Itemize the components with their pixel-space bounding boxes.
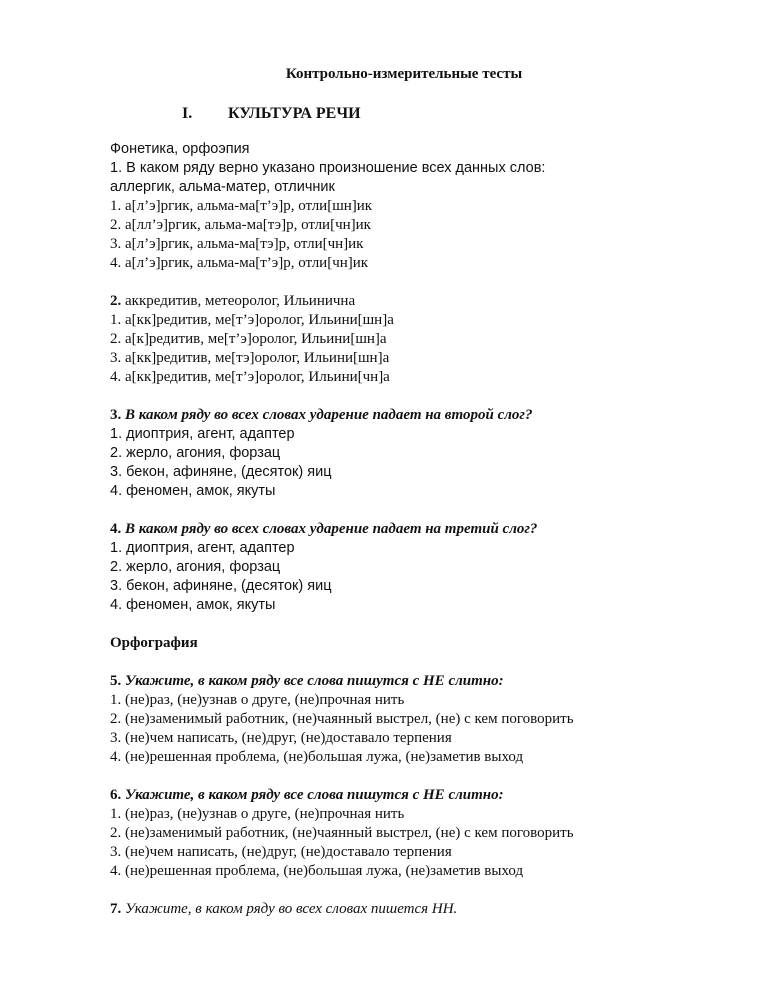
question-5-question: Укажите, в каком ряду все слова пишутся с НЕ слитно:	[121, 673, 504, 689]
question-3-option: 1. диоптрия, агент, адаптер	[110, 426, 295, 442]
question-1-option: 4. а[л’э]ргик, альма-ма[т’э]р, отли[чн]ик	[110, 255, 369, 271]
question-5-text	[110, 672, 750, 691]
question-2-number: 2.	[110, 293, 122, 309]
section-title: КУЛЬТУРА РЕЧИ	[228, 105, 361, 122]
question-3-option: 4. феномен, амок, якуты	[110, 483, 276, 499]
question-3-question: В каком ряду во всех словах ударение падает на второй слог?	[121, 407, 533, 423]
question-7-question: Укажите, в каком ряду во всех словах пишется НН.	[121, 901, 458, 917]
question-4-option: 1. диоптрия, агент, адаптер	[110, 540, 295, 556]
question-5-option: 1. (не)раз, (не)узнав о друге, (не)прочная нить	[110, 692, 405, 708]
question-2-option: 4. а[кк]редитив, ме[т’э]оролог, Ильини[чн]а	[110, 369, 390, 385]
question-3-option: 3. бекон, афиняне, (десяток) яиц	[110, 464, 332, 480]
question-6-option: 2. (не)заменимый работник, (не)чаянный выстрел, (не) с кем поговорить	[110, 825, 574, 841]
question-4-option: 2. жерло, агония, форзац	[110, 559, 281, 575]
question-2-option: 2. а[к]редитив, ме[т’э]оролог, Ильини[шн]а	[110, 331, 387, 347]
question-6-question: Укажите, в каком ряду все слова пишутся с НЕ слитно:	[121, 787, 504, 803]
question-3-text	[110, 406, 750, 425]
question-5-option: 2. (не)заменимый работник, (не)чаянный выстрел, (не) с кем поговорить	[110, 711, 574, 727]
question-5-option: 4. (не)решенная проблема, (не)большая лужа, (не)заметив выход	[110, 749, 524, 765]
question-5-option: 3. (не)чем написать, (не)друг, (не)доставало терпения	[110, 730, 452, 746]
document-body	[110, 140, 750, 919]
question-6-option: 4. (не)решенная проблема, (не)большая лужа, (не)заметив выход	[110, 863, 524, 879]
question-4-option: 3. бекон, афиняне, (десяток) яиц	[110, 578, 332, 594]
question-4-question: В каком ряду во всех словах ударение падает на третий слог?	[121, 521, 538, 537]
question-7-text	[110, 900, 750, 919]
section-heading	[182, 105, 361, 123]
question-7-number: 7.	[110, 901, 122, 917]
question-3-option: 2. жерло, агония, форзац	[110, 445, 281, 461]
question-4-text	[110, 520, 750, 539]
question-6-text	[110, 786, 750, 805]
section-number: I.	[182, 105, 193, 122]
question-3-number: 3.	[110, 407, 122, 423]
question-1-words: аллергик, альма-матер, отличник	[110, 179, 335, 195]
document-title: Контрольно-измерительные тесты	[285, 66, 523, 82]
orthography-heading: Орфография	[110, 635, 198, 651]
question-6-option: 1. (не)раз, (не)узнав о друге, (не)прочная нить	[110, 806, 405, 822]
question-6-option: 3. (не)чем написать, (не)друг, (не)доставало терпения	[110, 844, 452, 860]
question-2-words: аккредитив, метеоролог, Ильинична	[121, 293, 356, 309]
question-1-option: 1. а[л’э]ргик, альма-ма[т’э]р, отли[шн]ик	[110, 198, 373, 214]
question-2-option: 3. а[кк]редитив, ме[тэ]оролог, Ильини[шн]а	[110, 350, 390, 366]
question-1-option: 3. а[л’э]ргик, альма-ма[тэ]р, отли[чн]ик	[110, 236, 364, 252]
question-1-text: 1. В каком ряду верно указано произношение всех данных слов:	[110, 160, 546, 176]
question-2-option: 1. а[кк]редитив, ме[т’э]оролог, Ильини[шн]а	[110, 312, 394, 328]
question-4-option: 4. феномен, амок, якуты	[110, 597, 276, 613]
phonetics-heading: Фонетика, орфоэпия	[110, 141, 250, 157]
question-2-text	[110, 292, 750, 311]
question-5-number: 5.	[110, 673, 122, 689]
question-6-number: 6.	[110, 787, 122, 803]
question-4-number: 4.	[110, 521, 122, 537]
question-1-option: 2. а[лл’э]ргик, альма-ма[тэ]р, отли[чн]ик	[110, 217, 371, 233]
